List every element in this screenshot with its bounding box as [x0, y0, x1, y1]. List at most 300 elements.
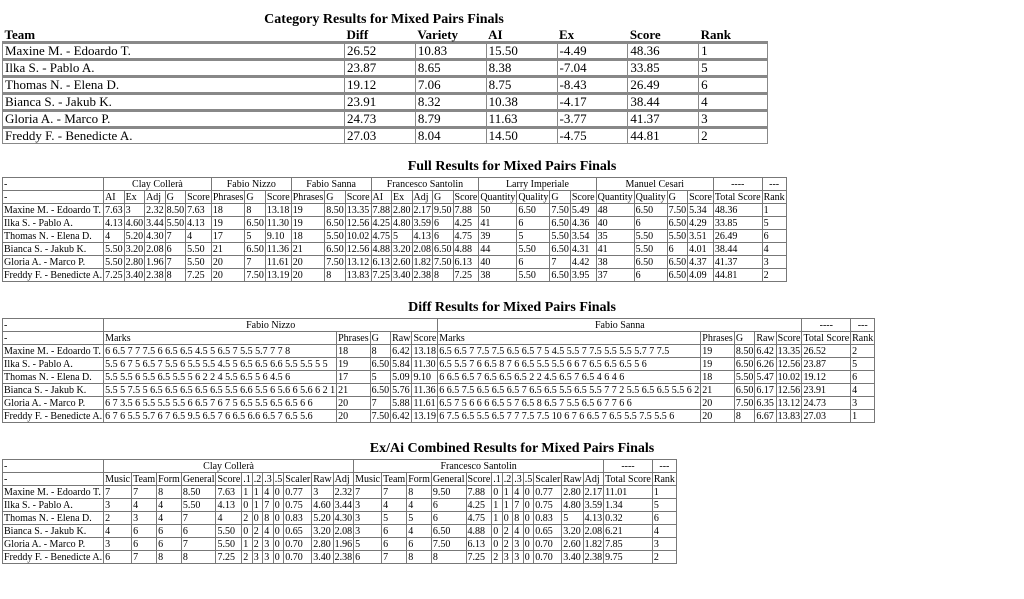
- table-cell: -7.04: [557, 60, 628, 77]
- table-cell: 18: [291, 230, 325, 243]
- table-cell: 8: [407, 486, 432, 499]
- table-cell: 6: [104, 551, 132, 564]
- table-cell: Gloria A. - Marco P.: [3, 256, 104, 269]
- table-cell: 44.81: [628, 128, 699, 144]
- table-cell: 5: [407, 512, 432, 525]
- table-cell: 2: [252, 538, 263, 551]
- table-cell: Ilka S. - Pablo A.: [3, 499, 104, 512]
- table-cell: 33.85: [628, 60, 699, 77]
- table-cell: 13.83: [346, 269, 370, 281]
- table-cell: 0: [523, 499, 534, 512]
- table-cell: Maxine M. - Edoardo T.: [3, 345, 104, 358]
- table-cell: 7.25: [216, 551, 242, 564]
- column-header: .1: [493, 473, 501, 485]
- column-header: .5: [274, 473, 283, 485]
- table-row: [3, 243, 787, 256]
- judge-header: Francesco Santolin: [371, 178, 479, 191]
- table-cell: Freddy F. - Benedicte A.: [4, 269, 103, 281]
- table-row: [3, 345, 875, 358]
- table-cell: 2: [104, 512, 132, 525]
- table-cell: 6.50: [431, 525, 466, 538]
- table-cell: 3: [354, 525, 382, 538]
- table-cell: 0.77: [284, 486, 312, 499]
- table-cell: 19: [701, 345, 735, 358]
- table-cell: 4: [407, 525, 432, 538]
- table-cell: 6: [634, 269, 667, 282]
- table-cell: 17: [211, 230, 245, 243]
- column-header: Phrases: [212, 191, 244, 203]
- table-cell: 4.31: [570, 243, 596, 256]
- table-cell: 6.50: [634, 204, 667, 217]
- table-cell: 6: [433, 217, 454, 230]
- table-row: [3, 410, 875, 423]
- table-cell: 2.38: [146, 269, 164, 281]
- table-cell: 6: [634, 217, 667, 230]
- table-cell: 2.08: [584, 525, 603, 537]
- column-header: Ex: [124, 191, 145, 204]
- table-cell: 7: [245, 256, 266, 269]
- table-cell: 4.80: [562, 499, 583, 512]
- table-cell: 1: [652, 486, 676, 499]
- table-cell: 6.21: [604, 525, 653, 538]
- table-cell: 7: [181, 538, 216, 551]
- table-cell: 4.37: [688, 256, 714, 269]
- judge-header: Clay Collerà: [104, 178, 212, 191]
- table-cell: 2: [652, 551, 676, 564]
- table-cell: 6.42: [391, 410, 412, 423]
- table-cell: 6: [517, 256, 550, 269]
- table-cell: 1: [699, 43, 768, 60]
- column-header: Score: [217, 473, 241, 485]
- table-cell: 5: [517, 230, 550, 243]
- table-cell: 18: [337, 345, 371, 358]
- table-cell: 6: [851, 371, 875, 384]
- column-header: Score: [571, 191, 595, 203]
- table-cell: 0: [273, 499, 284, 512]
- table-cell: 4.80: [393, 217, 411, 229]
- table-cell: 3.40: [393, 269, 411, 281]
- table-cell: 5: [652, 499, 676, 512]
- table-cell: 6: [181, 525, 216, 538]
- table-cell: 7.50: [431, 538, 466, 551]
- table-cell: 5.76: [391, 384, 412, 397]
- table-cell: 5.84: [391, 358, 412, 371]
- table-row: [3, 256, 787, 269]
- column-header: General: [182, 473, 215, 485]
- table-cell: 3: [513, 551, 524, 564]
- table-cell: 4: [263, 486, 274, 499]
- table-cell: 7: [263, 499, 274, 512]
- column-header: Total Score: [803, 332, 850, 344]
- table-cell: 4: [851, 384, 875, 397]
- column-header: Marks: [104, 332, 337, 345]
- table-cell: 4.75: [466, 512, 492, 525]
- table-cell: 1.82: [413, 256, 432, 268]
- table-cell: 38: [596, 256, 634, 269]
- table-cell: 23.87: [802, 358, 851, 371]
- column-header: Total Score: [605, 473, 651, 485]
- table-row: [3, 217, 787, 230]
- table-cell: 6.5 7 5 6 6 6 6.5 5 7 6.5 8 6.5 7 5.5 6.5 6 7 7 6 6: [438, 397, 701, 410]
- table-cell: 44.81: [713, 269, 762, 282]
- table-cell: 3.59: [584, 499, 603, 511]
- table-cell: 4: [216, 512, 242, 525]
- table-cell: 4: [132, 499, 157, 512]
- table-cell: 3: [252, 551, 263, 564]
- table-cell: 1: [762, 204, 786, 217]
- table-cell: 8: [263, 512, 274, 525]
- column-header: Quality: [635, 191, 666, 203]
- column-header: Ex: [559, 27, 575, 42]
- table-cell: 6: [407, 538, 432, 551]
- table-cell: 7.25: [105, 269, 123, 281]
- table-cell: 3: [124, 204, 145, 217]
- full-header-row: [3, 191, 787, 204]
- table-cell: 1: [242, 486, 253, 499]
- table-cell: 12.56: [346, 243, 370, 255]
- column-header: Music: [105, 473, 131, 485]
- full-results-section: [2, 159, 1024, 282]
- table-cell: 3: [699, 111, 768, 128]
- table-cell: 11.36: [412, 384, 438, 397]
- table-cell: 3: [104, 538, 132, 551]
- table-cell: 44: [479, 243, 517, 256]
- column-header: Rank: [852, 332, 874, 344]
- table-cell: 20: [291, 269, 325, 282]
- table-cell: 11.61: [412, 397, 438, 410]
- table-cell: Thomas N. - Elena D.: [3, 512, 104, 525]
- table-cell: 38.44: [628, 94, 699, 111]
- table-cell: 7.25: [186, 269, 212, 282]
- exai-results-table: [2, 459, 677, 564]
- table-cell: 39: [479, 230, 517, 243]
- table-cell: 18: [211, 204, 245, 217]
- table-cell: 6.17: [755, 384, 776, 397]
- table-cell: 0: [492, 538, 503, 551]
- table-row: [3, 43, 768, 60]
- table-cell: 40: [479, 256, 517, 269]
- table-cell: 3: [354, 512, 382, 525]
- table-cell: 2: [252, 525, 263, 538]
- table-cell: 6.50: [668, 256, 687, 268]
- table-cell: 13.18: [266, 204, 290, 216]
- table-cell: 8: [734, 410, 755, 423]
- table-cell: 2: [762, 269, 786, 282]
- table-cell: 4.13: [186, 217, 212, 230]
- table-cell: 3: [652, 538, 676, 551]
- table-cell: 7.88: [466, 486, 492, 499]
- table-cell: 8: [245, 204, 266, 217]
- table-cell: 20: [337, 397, 371, 410]
- table-cell: 4.30: [146, 230, 164, 242]
- column-header: -: [3, 332, 104, 345]
- table-cell: 5: [392, 230, 413, 243]
- table-cell: Bianca S. - Jakub K.: [3, 384, 104, 397]
- table-cell: 5.50: [634, 230, 667, 243]
- table-cell: Bianca S. - Jakub K.: [3, 243, 104, 256]
- table-cell: 13.83: [777, 410, 801, 422]
- table-cell: 5.09: [391, 371, 412, 384]
- table-cell: 3: [132, 512, 157, 525]
- table-cell: 26.49: [628, 77, 699, 94]
- table-cell: 1: [502, 499, 513, 512]
- table-cell: -8.43: [557, 77, 628, 94]
- table-cell: 8.50: [326, 204, 344, 216]
- table-cell: 5: [562, 512, 583, 525]
- table-cell: 8: [407, 551, 432, 564]
- table-cell: 3.40: [562, 551, 583, 564]
- table-cell: 3.20: [562, 525, 583, 538]
- judge-header: Fabio Nizzo: [104, 319, 438, 332]
- table-cell: 48.36: [628, 43, 699, 60]
- diff-results-title: Diff Results for Mixed Pairs Finals: [408, 300, 616, 315]
- diff-results-table: [2, 318, 875, 423]
- column-header: Phrases: [292, 191, 324, 203]
- table-cell: 13.19: [413, 410, 436, 422]
- table-cell: 20: [337, 410, 371, 423]
- column-header: AI: [104, 191, 125, 204]
- column-header: General: [432, 473, 465, 485]
- table-cell: 8: [157, 551, 182, 564]
- judge-header: Fabio Sanna: [438, 319, 802, 332]
- column-header: Score: [454, 191, 478, 203]
- table-cell: 13.35: [777, 345, 801, 357]
- table-cell: 8: [433, 269, 454, 282]
- column-header: Diff: [346, 27, 369, 42]
- table-cell: 6.50: [326, 217, 344, 229]
- table-cell: 6.50: [634, 256, 667, 269]
- table-cell: 6.50: [551, 243, 569, 255]
- table-cell: 1: [252, 486, 263, 499]
- table-cell: 6.42: [391, 345, 412, 358]
- table-cell: 2.80: [562, 486, 583, 499]
- column-header: Score: [467, 473, 491, 485]
- column-header: .3: [264, 473, 272, 485]
- table-cell: Freddy F. - Benedicte A.: [4, 410, 103, 422]
- judge-header: -: [3, 319, 104, 332]
- table-cell: 7.50: [551, 204, 569, 216]
- table-cell: 5.50: [105, 256, 123, 268]
- column-header: Quantity: [480, 191, 516, 203]
- table-cell: 7: [370, 397, 391, 410]
- table-cell: 11.63: [486, 111, 557, 128]
- table-cell: 5.47: [755, 371, 776, 384]
- table-cell: 1.82: [584, 538, 603, 550]
- table-cell: 6: [517, 217, 550, 230]
- table-cell: 7.88: [453, 204, 479, 217]
- category-results-table: [2, 28, 768, 144]
- table-cell: 20: [211, 256, 245, 269]
- table-cell: 5.50: [326, 230, 344, 242]
- table-cell: 0.32: [604, 512, 653, 525]
- table-cell: 4: [157, 512, 182, 525]
- table-cell: 4.60: [312, 499, 333, 512]
- table-cell: 10.38: [486, 94, 557, 111]
- table-row: [3, 269, 787, 282]
- table-cell: 4.36: [570, 217, 596, 230]
- judge-header: ---: [851, 319, 875, 332]
- table-cell: 3.44: [334, 499, 353, 511]
- table-cell: 8: [157, 486, 182, 499]
- table-cell: 6.50: [326, 243, 344, 255]
- table-cell: 2.08: [413, 243, 432, 255]
- table-cell: 0.83: [284, 512, 312, 525]
- table-cell: 26.52: [345, 43, 416, 60]
- column-header: G: [245, 191, 266, 204]
- judge-header: ----: [604, 460, 653, 473]
- table-cell: 2.17: [413, 204, 432, 216]
- table-cell: 0.77: [534, 486, 562, 499]
- table-cell: 6 7 3.5 6 5.5 5.5 5.5 6 6.5 7 6 7 5 6.5 5.5 6.5 6.5 6 6: [104, 397, 337, 410]
- table-cell: 4: [652, 525, 676, 538]
- table-cell: 6 6.5 6.5 7 6.5 6.5 6.5 2 2 4.5 6.5 7 6.5 4 6 4 6: [438, 371, 701, 384]
- column-header: -: [3, 473, 104, 486]
- table-cell: 0.83: [534, 512, 562, 525]
- table-cell: 2.08: [334, 525, 353, 537]
- table-cell: 20: [701, 397, 735, 410]
- table-cell: 2: [492, 551, 503, 564]
- table-cell: 23.91: [345, 94, 416, 111]
- table-cell: 7: [382, 486, 407, 499]
- table-cell: 27.03: [345, 128, 416, 144]
- table-cell: 4: [263, 525, 274, 538]
- table-cell: 6: [382, 538, 407, 551]
- table-cell: Bianca S. - Jakub K.: [3, 525, 104, 538]
- exai-results-title: Ex/Ai Combined Results for Mixed Pairs Finals: [369, 441, 655, 456]
- table-cell: 2.08: [146, 243, 164, 255]
- table-row: [3, 230, 787, 243]
- table-cell: 4: [513, 525, 524, 538]
- table-cell: 7.50: [246, 269, 264, 281]
- table-row: [3, 512, 677, 525]
- table-cell: 37: [596, 269, 634, 282]
- column-header: Form: [408, 473, 430, 485]
- full-results-title: Full Results for Mixed Pairs Finals: [407, 159, 617, 174]
- table-cell: 6: [382, 525, 407, 538]
- column-header: Score: [777, 332, 801, 344]
- table-cell: 12.56: [777, 358, 801, 370]
- table-row: [3, 94, 768, 111]
- table-cell: 7.63: [186, 204, 212, 217]
- table-cell: Gloria A. - Marco P.: [3, 397, 104, 410]
- table-row: [3, 525, 677, 538]
- table-cell: Gloria A. - Marco P.: [3, 538, 104, 551]
- table-cell: 7.25: [466, 551, 492, 564]
- table-cell: 0.75: [534, 499, 562, 512]
- table-cell: 8.04: [415, 128, 486, 144]
- full-results-table: [2, 177, 787, 282]
- table-cell: 5.20: [312, 512, 333, 525]
- table-cell: 6 7 6 5.5 5.7 6 7 6.5 9.5 6.5 7 6 6.5 6.6 6.5 7 6.5 5.6: [104, 410, 337, 423]
- column-header: Scaler: [535, 473, 561, 485]
- table-cell: 2: [699, 128, 768, 144]
- table-row: [3, 111, 768, 128]
- table-cell: 0: [523, 538, 534, 551]
- table-cell: 6.50: [517, 204, 550, 217]
- table-cell: 6.50: [551, 217, 569, 229]
- table-cell: 20: [701, 410, 735, 423]
- table-cell: 40: [596, 217, 634, 230]
- table-row: [3, 204, 787, 217]
- judge-header: Fabio Nizzo: [211, 178, 291, 191]
- column-header: Variety: [417, 27, 459, 42]
- table-cell: 3: [762, 256, 786, 269]
- table-cell: 8.38: [486, 60, 557, 77]
- table-cell: 4.09: [688, 269, 714, 282]
- column-header: G: [667, 191, 688, 204]
- table-cell: 5: [762, 217, 786, 230]
- column-header: Score: [187, 191, 210, 203]
- table-cell: 6.50: [434, 243, 452, 255]
- table-cell: 7: [132, 486, 157, 499]
- table-cell: 33.85: [713, 217, 762, 230]
- table-cell: 5.50: [216, 525, 242, 538]
- table-cell: 3.40: [125, 269, 144, 281]
- table-cell: 8.75: [486, 77, 557, 94]
- table-cell: 5.50: [181, 499, 216, 512]
- column-header: .1: [243, 473, 251, 485]
- table-cell: 5.34: [688, 204, 714, 217]
- table-cell: 5: [354, 538, 382, 551]
- table-cell: 3.40: [312, 551, 333, 564]
- table-cell: 6: [433, 230, 454, 243]
- table-cell: 5.20: [125, 230, 144, 242]
- column-header: G: [550, 191, 571, 204]
- table-cell: 41.37: [628, 111, 699, 128]
- table-cell: 5.50: [517, 269, 550, 282]
- table-cell: 6.5 5.5 7 6 6.5 8 7 6 6.5 5.5 5.5 6 6 7 6.5 6.5 6.5 5 6: [438, 358, 701, 371]
- table-cell: 7.50: [326, 256, 344, 268]
- table-cell: 9.50: [431, 486, 466, 499]
- diff-header-row: [3, 332, 875, 345]
- table-cell: 4.13: [105, 217, 123, 229]
- table-cell: 48.36: [713, 204, 762, 217]
- table-cell: 6: [157, 538, 182, 551]
- table-cell: 8.50: [166, 204, 185, 216]
- column-header: AI: [488, 27, 503, 42]
- column-header: Raw: [756, 332, 775, 344]
- column-header: Score: [629, 27, 661, 42]
- table-cell: 11.01: [604, 486, 653, 499]
- table-cell: 0: [242, 525, 253, 538]
- table-cell: 6 6.5 7 7 7.5 6 6.5 6.5 4.5 5 6.5 7 5.5 5.7 7 7 8: [104, 345, 337, 358]
- table-cell: 5.50: [216, 538, 242, 551]
- column-header: Adj: [583, 473, 604, 486]
- column-header: -: [3, 191, 104, 204]
- table-cell: 10.83: [415, 43, 486, 60]
- judge-header: ----: [802, 319, 851, 332]
- table-cell: 13.35: [346, 204, 370, 216]
- table-cell: 6.50: [246, 217, 264, 229]
- table-cell: 50: [479, 204, 517, 217]
- table-cell: 2: [502, 538, 513, 551]
- table-cell: 0: [273, 486, 284, 499]
- table-cell: 5: [851, 358, 875, 371]
- column-header: G: [165, 191, 186, 204]
- table-cell: 4.25: [453, 217, 479, 230]
- table-cell: 4.88: [372, 243, 391, 255]
- table-cell: 7: [382, 551, 407, 564]
- table-cell: 2.80: [125, 256, 144, 268]
- table-cell: 7.06: [415, 77, 486, 94]
- table-cell: 17: [337, 371, 371, 384]
- table-cell: 3: [513, 538, 524, 551]
- table-cell: 23.87: [345, 60, 416, 77]
- table-cell: 0: [492, 486, 503, 499]
- table-cell: 0: [502, 512, 513, 525]
- column-header: Adj: [333, 473, 354, 486]
- table-row: [3, 538, 677, 551]
